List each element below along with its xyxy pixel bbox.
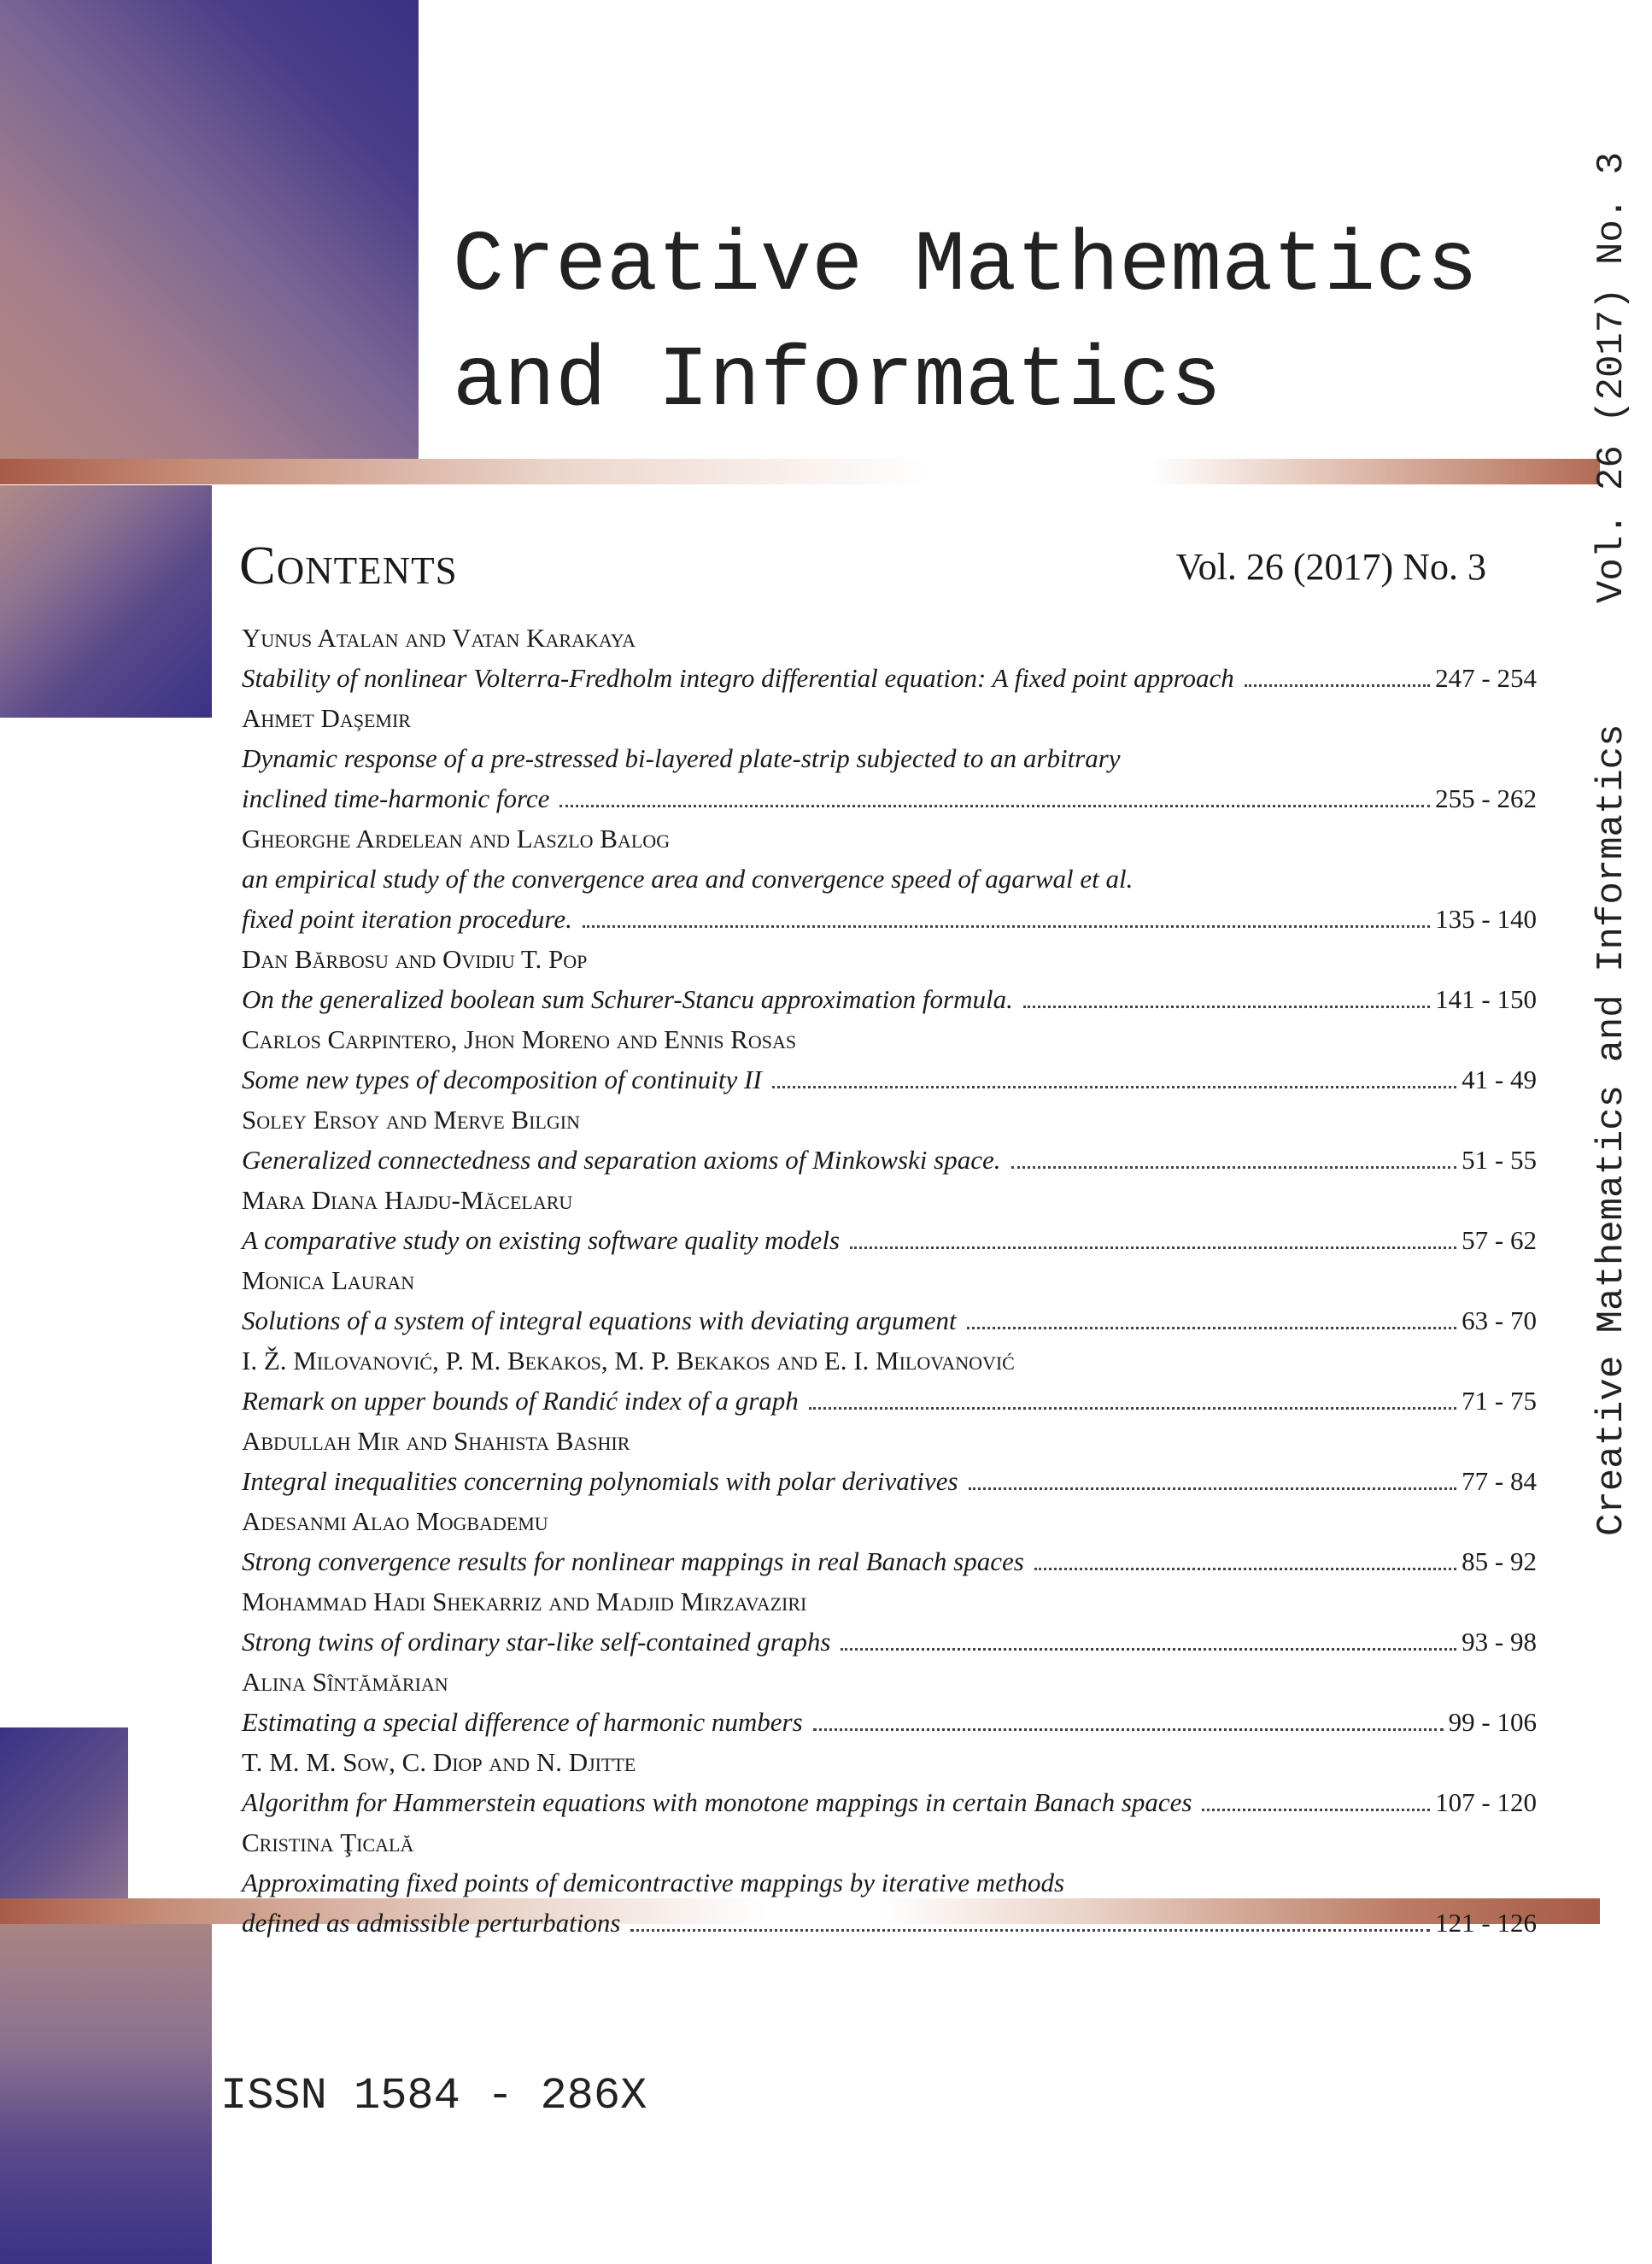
toc-title-row: [242, 1782, 1537, 1822]
spine-journal-name: Creative Mathematics and Informatics: [1590, 724, 1633, 1536]
toc-dot-leader: [772, 1086, 1456, 1088]
issn-number: ISSN 1584 - 286X: [220, 2071, 647, 2121]
volume-label: Vol. 26 (2017) No. 3: [1175, 546, 1486, 588]
toc-dot-leader: [559, 805, 1430, 807]
toc-pages: 99 - 106: [1448, 1707, 1537, 1737]
toc-title: Estimating a special difference of harmonic numbers: [242, 1707, 803, 1737]
decorative-gradient-bar-bottom: [0, 1924, 212, 2264]
toc-entry: [242, 1019, 1537, 1100]
toc-authors: Soley Ersoy and Merve Bilgin: [242, 1105, 580, 1135]
toc-dot-leader: [1023, 1006, 1430, 1008]
toc-dot-leader: [813, 1728, 1444, 1731]
toc-title: A comparative study on existing software quality models: [242, 1225, 840, 1255]
toc-pages: 63 - 70: [1462, 1305, 1537, 1335]
toc-entry: [242, 1421, 1537, 1501]
toc-entry: [242, 1501, 1537, 1581]
toc-authors: Mohammad Hadi Shekarriz and Madjid Mirzavaziri: [242, 1587, 807, 1616]
toc-authors: Yunus Atalan and Vatan Karakaya: [242, 623, 636, 653]
toc-title: Generalized connectedness and separation axioms of Minkowski space.: [242, 1145, 1001, 1175]
toc-title-row: [242, 1622, 1537, 1662]
toc-pages: 77 - 84: [1462, 1466, 1537, 1496]
toc-entry: [242, 1662, 1537, 1742]
toc-title: Strong convergence results for nonlinear mappings in real Banach spaces: [242, 1546, 1024, 1576]
toc-title-row: [242, 1461, 1537, 1501]
toc-entry: [242, 1260, 1537, 1340]
toc-authors: T. M. M. Sow, C. Diop and N. Djitte: [242, 1747, 636, 1777]
toc-title: Stability of nonlinear Volterra-Fredholm integro differential equation: A fixed point approach: [242, 663, 1234, 693]
toc-dot-leader: [1202, 1809, 1430, 1811]
spine-text: [1590, 152, 1633, 1536]
toc-entry: [242, 1822, 1537, 1943]
toc-title-row: [242, 1541, 1537, 1581]
toc-entry: [242, 818, 1537, 939]
decorative-copper-band-top: [0, 459, 1600, 484]
toc-title: Algorithm for Hammerstein equations with monotone mappings in certain Banach spaces: [242, 1787, 1192, 1817]
toc-title-row: [242, 1220, 1537, 1260]
toc-authors: I. Ž. Milovanović, P. M. Bekakos, M. P. Bekakos and E. I. Milovanović: [242, 1346, 1015, 1375]
toc-authors: Carlos Carpintero, Jhon Moreno and Ennis Rosas: [242, 1024, 797, 1054]
toc-title-line: Dynamic response of a pre-stressed bi-layered plate-strip subjected to an arbitrary: [242, 743, 1121, 773]
toc-authors: Ahmet Daşemir: [242, 703, 411, 733]
toc-pages: 71 - 75: [1462, 1386, 1537, 1416]
toc-entry: [242, 618, 1537, 698]
toc-pages: 247 - 254: [1435, 663, 1537, 693]
toc-entry: [242, 698, 1537, 818]
spine-volume: Vol. 26 (2017) No. 3: [1590, 152, 1633, 604]
toc-authors: Mara Diana Hajdu-Măcelaru: [242, 1185, 573, 1215]
toc-authors: Abdullah Mir and Shahista Bashir: [242, 1426, 630, 1456]
toc-title-line: Approximating fixed points of demicontractive mappings by iterative methods: [242, 1868, 1065, 1897]
table-of-contents: [242, 618, 1537, 1943]
decorative-gradient-square-top: [0, 0, 419, 461]
toc-pages: 255 - 262: [1435, 783, 1537, 813]
toc-authors: Cristina Ţicală: [242, 1827, 414, 1857]
toc-pages: 85 - 92: [1462, 1546, 1537, 1576]
toc-pages: 41 - 49: [1462, 1065, 1537, 1094]
decorative-gradient-square-lower: [0, 1727, 128, 1898]
toc-authors: Alina Sîntămărian: [242, 1667, 448, 1697]
toc-title: Remark on upper bounds of Randić index of a graph: [242, 1386, 799, 1416]
toc-title-row: [242, 1381, 1537, 1421]
toc-pages: 57 - 62: [1462, 1225, 1537, 1255]
contents-heading: Contents: [239, 535, 458, 595]
toc-dot-leader: [809, 1407, 1456, 1410]
toc-title-line: an empirical study of the convergence area and convergence speed of agarwal et al.: [242, 864, 1134, 894]
toc-dot-leader: [1034, 1568, 1456, 1570]
toc-title-row: [242, 1702, 1537, 1742]
journal-title: Creative Mathematics and Informatics: [453, 219, 1479, 431]
toc-title: Strong twins of ordinary star-like self-contained graphs: [242, 1627, 831, 1657]
toc-title-row: [242, 1140, 1537, 1180]
toc-title: Some new types of decomposition of continuity II: [242, 1065, 762, 1094]
toc-dot-leader: [850, 1246, 1456, 1249]
toc-title: Integral inequalities concerning polynomials with polar derivatives: [242, 1466, 958, 1496]
toc-pages: 93 - 98: [1462, 1627, 1537, 1657]
toc-dot-leader: [841, 1648, 1456, 1651]
toc-entry: [242, 1340, 1537, 1421]
toc-title-row: [242, 1903, 1537, 1943]
decorative-gradient-square-middle: [0, 485, 212, 718]
toc-pages: 121 - 126: [1435, 1908, 1537, 1938]
toc-entry: [242, 1180, 1537, 1260]
toc-entry: [242, 939, 1537, 1019]
toc-entry: [242, 1581, 1537, 1662]
toc-dot-leader: [967, 1327, 1457, 1329]
toc-title-row: [242, 979, 1537, 1019]
toc-authors: Adesanmi Alao Mogbademu: [242, 1506, 548, 1536]
toc-title: fixed point iteration procedure.: [242, 904, 572, 934]
toc-title: On the generalized boolean sum Schurer-Stancu approximation formula.: [242, 984, 1013, 1014]
toc-authors: Monica Lauran: [242, 1265, 415, 1295]
toc-title-row: [242, 899, 1537, 939]
toc-dot-leader: [969, 1487, 1457, 1490]
contents-header: [239, 531, 1486, 600]
toc-entry: [242, 1742, 1537, 1822]
toc-dot-leader: [630, 1929, 1430, 1932]
toc-pages: 107 - 120: [1435, 1787, 1537, 1817]
toc-pages: 141 - 150: [1435, 984, 1537, 1014]
toc-title-row: [242, 778, 1537, 818]
toc-pages: 135 - 140: [1435, 904, 1537, 934]
toc-title: inclined time-harmonic force: [242, 783, 550, 813]
toc-dot-leader: [1011, 1166, 1457, 1169]
toc-authors: Gheorghe Ardelean and Laszlo Balog: [242, 824, 671, 853]
toc-title-row: [242, 1300, 1537, 1340]
toc-title-row: [242, 658, 1537, 698]
toc-title-row: [242, 1059, 1537, 1100]
toc-dot-leader: [1245, 684, 1430, 687]
toc-authors: Dan Bărbosu and Ovidiu T. Pop: [242, 944, 588, 974]
toc-pages: 51 - 55: [1462, 1145, 1537, 1175]
toc-entry: [242, 1100, 1537, 1180]
toc-title: defined as admissible perturbations: [242, 1908, 621, 1938]
toc-title: Solutions of a system of integral equations with deviating argument: [242, 1305, 957, 1335]
toc-dot-leader: [583, 925, 1430, 928]
